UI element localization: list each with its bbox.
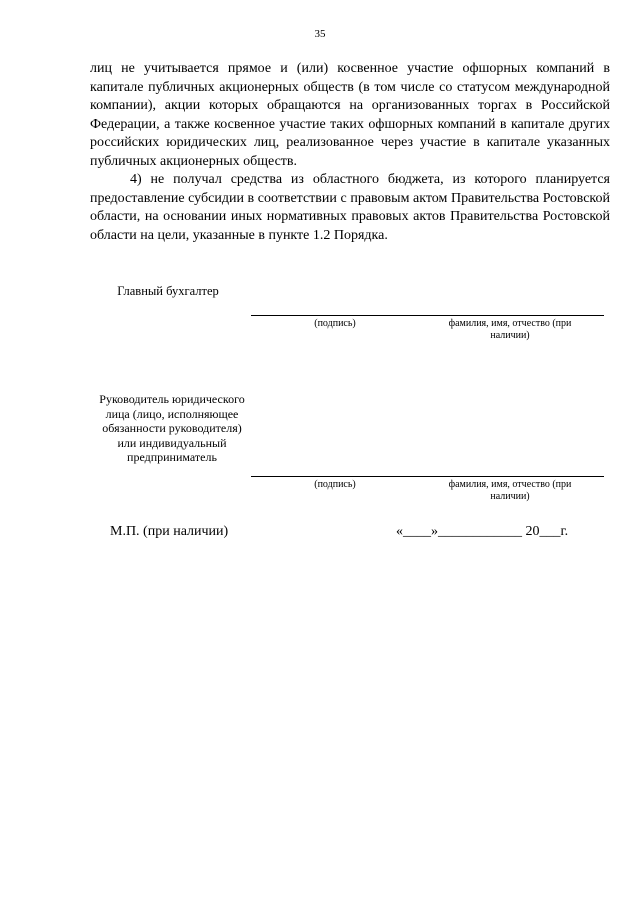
chief-accountant-signature-line xyxy=(251,315,604,316)
body-text xyxy=(90,60,610,245)
page-number: 35 xyxy=(314,28,326,40)
head-signature-caption: (подпись) xyxy=(314,479,356,490)
chief-accountant-label: Главный бухгалтер xyxy=(117,284,219,298)
head-name-caption: фамилия, имя, отчество (при наличии) xyxy=(448,479,572,502)
head-signature-line xyxy=(251,476,604,477)
chief-accountant-name-caption: фамилия, имя, отчество (при наличии) xyxy=(448,318,572,341)
stamp-placeholder: М.П. (при наличии) xyxy=(110,524,229,539)
paragraph-offshore: лиц не учитывается прямое и (или) косвенное участие офшорных компаний в капитале публичных акционерных обществ (в том числе со статусом международной компании), акции которых обращаются на организованных торгах в Российской Федерации, а также косвенное участие таких офшорных компаний в капитале других российских юридических лиц, реализованное через участие в капитале указанных публичных акционерных обществ. xyxy=(90,61,610,169)
paragraph-item-4: 4) не получал средства из областного бюджета, из которого планируется предоставление субсидии в соответствии с правовым актом Правительства Ростовской области, на основании иных нормативных правовых актов Правительства Ростовской области на цели, указанные в пункте 1.2 Порядка. xyxy=(90,172,610,243)
date-placeholder: «____»____________ 20___г. xyxy=(396,524,569,539)
chief-accountant-signature-caption: (подпись) xyxy=(314,318,356,329)
head-label: Руководитель юридического лица (лицо, исполняющее обязанности руководителя) или индивидуальный предприниматель xyxy=(99,392,245,464)
